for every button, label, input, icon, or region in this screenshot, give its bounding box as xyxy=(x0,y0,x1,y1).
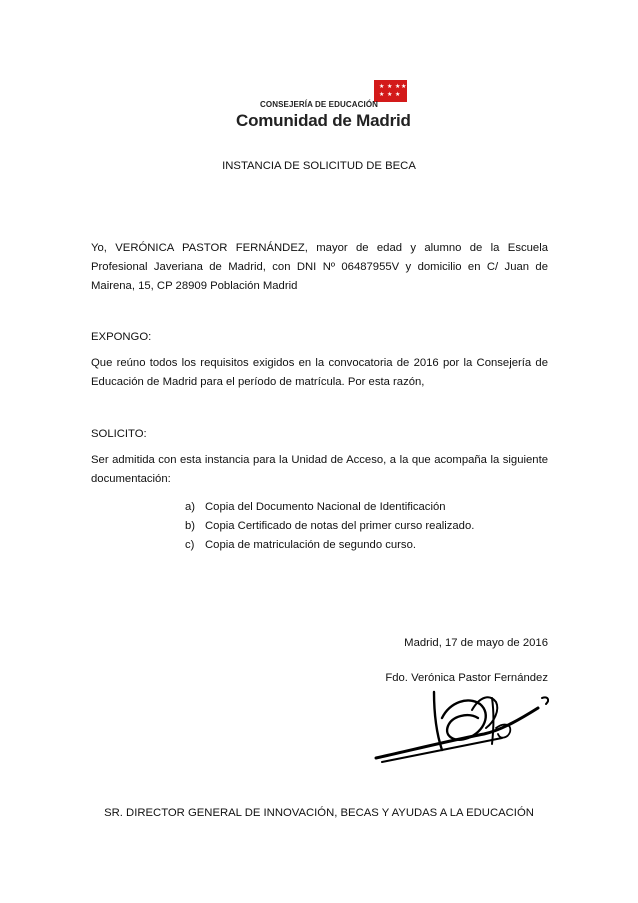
list-item-letter: c) xyxy=(185,539,195,551)
list-item-text: Copia Certificado de notas del primer curso realizado. xyxy=(205,520,475,532)
list-item xyxy=(185,536,474,555)
signed-by: Fdo. Verónica Pastor Fernández xyxy=(385,672,548,684)
list-item-text: Copia de matriculación de segundo curso. xyxy=(205,539,417,551)
solicito-heading: SOLICITO: xyxy=(91,428,147,440)
handwritten-signature xyxy=(372,688,552,766)
list-item xyxy=(185,517,474,536)
expongo-heading: EXPONGO: xyxy=(91,331,152,343)
addressee-footer: SR. DIRECTOR GENERAL DE INNOVACIÓN, BECAS Y AYUDAS A LA EDUCACIÓN xyxy=(104,807,534,819)
date-line: Madrid, 17 de mayo de 2016 xyxy=(404,637,548,649)
list-item-letter: b) xyxy=(185,520,196,532)
list-item-text: Copia del Documento Nacional de Identificación xyxy=(205,501,446,513)
solicito-paragraph: Ser admitida con esta instancia para la Unidad de Acceso, a la que acompaña la siguiente documentación: xyxy=(91,454,548,485)
logo-name: Comunidad de Madrid xyxy=(236,111,411,130)
madrid-flag-icon: ★ ★ ★ ★ ★ ★ ★ xyxy=(374,80,407,102)
expongo-paragraph: Que reúno todos los requisitos exigidos en la convocatoria de 2016 por la Consejería de Educación de Madrid para el período de matrícula. Por esta razón, xyxy=(91,357,548,388)
list-item xyxy=(185,498,474,517)
comunidad-madrid-logo xyxy=(236,80,411,132)
document-title: INSTANCIA DE SOLICITUD DE BECA xyxy=(222,160,416,172)
list-item-letter: a) xyxy=(185,501,196,513)
documents-list xyxy=(185,498,474,555)
logo-subtitle: CONSEJERÍA DE EDUCACIÓN xyxy=(260,100,379,109)
intro-paragraph: Yo, VERÓNICA PASTOR FERNÁNDEZ, mayor de edad y alumno de la Escuela Profesional Javeriana de Madrid, con DNI Nº 06487955V y domicilio en C/ Juan de Mairena, 15, CP 28909 Población Madrid xyxy=(91,242,548,292)
